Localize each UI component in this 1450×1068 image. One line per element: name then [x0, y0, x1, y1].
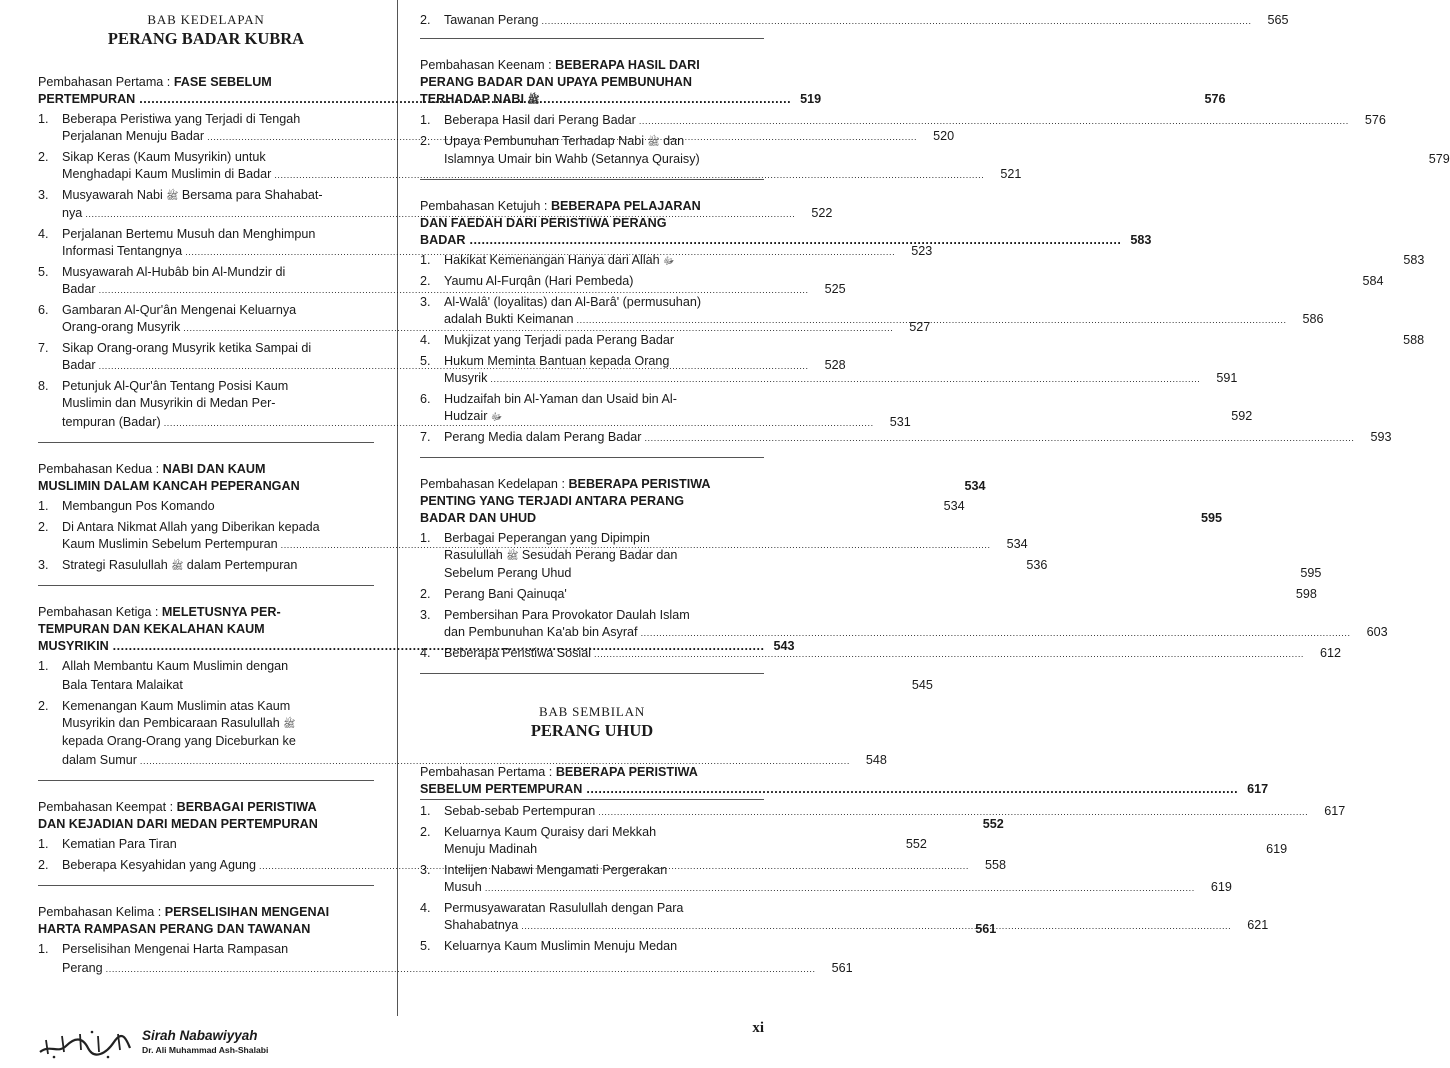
- toc-section: Pembahasan Ketujuh : BEBERAPA PELAJARAN DAN FAEDAH DARI PERISTIWA PERANG BADAR ..... 583 1. Hakikat Kemenangan Hanya dari Allah ﷻ 583 2. Yaumu Al-Furqân (Hari Pembeda) 584 3. Al-Walâ' (loyalitas) dan Al-Barâ' (permusuhan) adalah Bukti Keimanan ..... 586 4. Mukjizat yang Terjadi pada Perang Badar 588 5. Hukum Meminta Bantuan kepada Orang Musyrik ..... 591 6. Hudzaifah bin Al-Yaman dan Usaid bin Al- Hudzair ﷻ 592 7. Perang Media dalam Perang Badar ..... 593: [420, 198, 764, 458]
- toc-item: 7. Perang Media dalam Perang Badar ..... 593: [420, 429, 764, 447]
- section-page: 583: [1130, 233, 1152, 247]
- toc-item: 2. Upaya Pembunuhan Terhadap Nabi ﷺ dan Islamnya Umair bin Wahb (Setannya Quraisy) 579: [420, 134, 1450, 166]
- saw-glyph: ﷺ: [283, 719, 296, 730]
- toc-item: 4. Permusyawaratan Rasulullah dengan Para Shahabatnya ..... 621: [420, 900, 764, 935]
- toc-section: Pembahasan Ketiga : MELETUSNYA PER- TEMPURAN DAN KEKALAHAN KAUM MUSYRIKIN ..... 543 1. Allah Membantu Kaum Muslimin dengan Bala Tentara Malaikat 545 2. Kemenangan Kaum Muslimin atas Kaum Musyrikin dan Pembicaraan Rasulullah ﷺ kepada Orang-Orang yang Diceburkan ke dalam Sumur ..... 548: [38, 604, 374, 781]
- toc-section: [420, 12, 1289, 39]
- toc-item: 2. Perang Bani Qainuqa' 598: [420, 587, 1317, 601]
- toc-section: Pembahasan Kelima : PERSELISIHAN MENGENAI HARTA RAMPASAN PERANG DAN TAWANAN 561 1. Perselisihan Mengenai Harta Rampasan Perang ..... 561: [38, 904, 374, 988]
- saw-glyph: ﷺ: [647, 137, 660, 148]
- toc-item: 4. Mukjizat yang Terjadi pada Perang Badar 588: [420, 333, 1425, 347]
- swt-glyph: ﷻ: [663, 256, 675, 267]
- toc-item: 1. Hakikat Kemenangan Hanya dari Allah ﷻ 583: [420, 253, 1425, 267]
- book-author: Dr. Ali Muhammad Ash-Shalabi: [142, 1045, 269, 1055]
- toc-section: Pembahasan Kedelapan : BEBERAPA PERISTIWA PENTING YANG TERJADI ANTARA PERANG BADAR DAN UHUD 595 1. Berbagai Peperangan yang Dipimpin Rasulullah ﷺ Sesudah Perang Badar dan Sebelum Perang Uhud 595 2. Perang Bani Qainuqa' 598 3. Pembersihan Para Provokator Daulah Islam dan Pembunuhan Ka'ab bin Asyraf ..... 603 4. Beberapa Peristiwa Sosial ..... 612: [420, 476, 764, 674]
- chapter-label: BAB SEMBILAN: [538, 704, 646, 719]
- toc-section: Pembahasan Pertama : BEBERAPA PERISTIWA SEBELUM PERTEMPURAN ..... 617 1. Sebab-sebab Pertempuran ..... 617 2. Keluarnya Kaum Quraisy dari Mekkah Menuju Madinah 619 3. Intelijen Nabawi Mengamati Pergerakan Musuh ..... 619 4. Permusyawaratan Rasulullah dengan Para Shahabatnya ..... 621 5. Keluarnya Kaum Muslimin Menuju Medan: [420, 764, 764, 965]
- saw-glyph: ﷺ: [527, 95, 540, 106]
- toc-section: Pembahasan Pertama : FASE SEBELUM PERTEMPURAN ..... 519 1. Beberapa Peristiwa yang Terjadi di Tengah Perjalanan Menuju Badar ..... 520 2. Sikap Keras (Kaum Musyrikin) untuk Menghadapi Kaum Muslimin di Badar ..... 521 3. Musyawarah Nabi ﷺ Bersama para Shahabat- nya ..... 522 4. Perjalanan Bertemu Musuh dan Menghimpun Informasi Tentangnya ..... 523 5. Musyawarah Al-Hubâb bin Al-Mundzir di Badar ..... 525 6. Gambaran Al-Qur'ân Mengenai Keluarnya Orang-orang Musyrik ..... 527 7. Sikap Orang-orang Musyrik ketika Sampai di Badar ..... 528 8. Petunjuk Al-Qur'ân Tentang Posisi Kaum Muslimin dan Musyrikin di Medan Per- tempuran (Badar) ..... 531: [38, 74, 374, 443]
- chapter-label: BAB KEDELAPAN: [147, 12, 265, 27]
- toc-item: 7. Sikap Orang-orang Musyrik ketika Sampai di Badar ..... 528: [38, 340, 374, 375]
- toc-item: 2. Di Antara Nikmat Allah yang Diberikan kepada Kaum Muslimin Sebelum Pertempuran ..... 534: [38, 519, 374, 554]
- toc-item: 4. Perjalanan Bertemu Musuh dan Menghimpun Informasi Tentangnya ..... 523: [38, 226, 374, 261]
- book-title: Sirah Nabawiyyah: [142, 1028, 258, 1043]
- section-page: 561: [975, 922, 997, 936]
- toc-item: 2. Yaumu Al-Furqân (Hari Pembeda) 584: [420, 274, 1384, 288]
- toc-item: 3. Strategi Rasulullah ﷺ dalam Pertempuran 536: [38, 558, 1048, 572]
- toc-item: 1. Allah Membantu Kaum Muslimin dengan Bala Tentara Malaikat 545: [38, 659, 933, 692]
- toc-item: 1. Beberapa Hasil dari Perang Badar ..... 576: [420, 112, 764, 130]
- ra-glyph: ﷻ: [490, 412, 503, 423]
- section-page: 534: [964, 479, 986, 493]
- toc-item: 4. Beberapa Peristiwa Sosial ..... 612: [420, 645, 764, 663]
- toc-item: 1. Membangun Pos Komando 534: [38, 499, 965, 513]
- arabic-calligraphy-logo: [36, 1026, 132, 1060]
- section-page: 519: [800, 92, 822, 106]
- toc-item: 2. Tawanan Perang ..... 565: [420, 12, 764, 30]
- toc-item: 2. Beberapa Kesyahidan yang Agung ..... 558: [38, 857, 374, 875]
- section-page: 617: [1247, 782, 1269, 796]
- saw-glyph: ﷺ: [166, 191, 179, 202]
- saw-glyph: ﷺ: [171, 561, 184, 572]
- toc-item: 5. Keluarnya Kaum Muslimin Menuju Medan: [420, 939, 678, 953]
- toc-section: Pembahasan Keempat : BERBAGAI PERISTIWA DAN KEJADIAN DARI MEDAN PERTEMPURAN 552 1. Kematian Para Tiran 552 2. Beberapa Kesyahidan yang Agung ..... 558: [38, 799, 374, 886]
- toc-item: 3. Al-Walâ' (loyalitas) dan Al-Barâ' (permusuhan) adalah Bukti Keimanan ..... 586: [420, 294, 764, 329]
- toc-item: 6. Gambaran Al-Qur'ân Mengenai Keluarnya Orang-orang Musyrik ..... 527: [38, 302, 374, 337]
- toc-item: 3. Musyawarah Nabi ﷺ Bersama para Shahabat- nya ..... 522: [38, 187, 374, 223]
- page-number: xi: [752, 1020, 764, 1036]
- toc-item: 1. Beberapa Peristiwa yang Terjadi di Tengah Perjalanan Menuju Badar ..... 520: [38, 111, 374, 146]
- chapter-title: PERANG BADAR KUBRA: [107, 29, 305, 48]
- section-page: 576: [1204, 92, 1226, 106]
- page-footer: [0, 1016, 800, 1068]
- toc-section: Pembahasan Kedua : NABI DAN KAUM MUSLIMIN DALAM KANCAH PEPERANGAN 534 1. Membangun Pos Komando 534 2. Di Antara Nikmat Allah yang Diberikan kepada Kaum Muslimin Sebelum Pertempuran ..... 534 3. Strategi Rasulullah ﷺ dalam Pertempuran 536: [38, 461, 374, 586]
- section-page: 552: [982, 817, 1004, 831]
- toc-item: 6. Hudzaifah bin Al-Yaman dan Usaid bin Al- Hudzair ﷻ 592: [420, 392, 1253, 423]
- toc-item: 3. Pembersihan Para Provokator Daulah Islam dan Pembunuhan Ka'ab bin Asyraf ..... 603: [420, 607, 764, 642]
- toc-item: 2. Keluarnya Kaum Quraisy dari Mekkah Menuju Madinah 619: [420, 825, 1288, 856]
- section-page: 543: [773, 639, 795, 653]
- toc-item: 2. Sikap Keras (Kaum Musyrikin) untuk Menghadapi Kaum Muslimin di Badar ..... 521: [38, 149, 374, 184]
- toc-item: 1. Sebab-sebab Pertempuran ..... 617: [420, 803, 764, 821]
- section-page: 595: [1200, 511, 1222, 525]
- toc-item: 3. Intelijen Nabawi Mengamati Pergerakan Musuh ..... 619: [420, 862, 764, 897]
- toc-item: 1. Berbagai Peperangan yang Dipimpin Rasulullah ﷺ Sesudah Perang Badar dan Sebelum Perang Uhud 595: [420, 531, 1322, 580]
- toc-item: 5. Musyawarah Al-Hubâb bin Al-Mundzir di Badar ..... 525: [38, 264, 374, 299]
- chapter-heading: [38, 12, 374, 50]
- toc-item: 5. Hukum Meminta Bantuan kepada Orang Musyrik ..... 591: [420, 353, 764, 388]
- toc-section: Pembahasan Keenam : BEBERAPA HASIL DARI PERANG BADAR DAN UPAYA PEMBUNUHAN TERHADAP NABI ﷺ 576 1. Beberapa Hasil dari Perang Badar ..... 576 2. Upaya Pembunuhan Terhadap Nabi ﷺ dan Islamnya Umair bin Wahb (Setannya Quraisy) 579: [420, 57, 764, 180]
- toc-item: 1. Perselisihan Mengenai Harta Rampasan Perang ..... 561: [38, 941, 374, 978]
- chapter-heading: [420, 704, 764, 742]
- saw-glyph: ﷺ: [506, 551, 519, 562]
- chapter-title: PERANG UHUD: [530, 721, 654, 740]
- toc-item: 2. Kemenangan Kaum Muslimin atas Kaum Musyrikin dan Pembicaraan Rasulullah ﷺ kepada Orang-Orang yang Diceburkan ke dalam Sumur ..... 548: [38, 698, 374, 770]
- toc-item: 8. Petunjuk Al-Qur'ân Tentang Posisi Kaum Muslimin dan Musyrikin di Medan Per- tempuran (Badar) ..... 531: [38, 378, 374, 432]
- toc-item: 1. Kematian Para Tiran 552: [38, 837, 927, 851]
